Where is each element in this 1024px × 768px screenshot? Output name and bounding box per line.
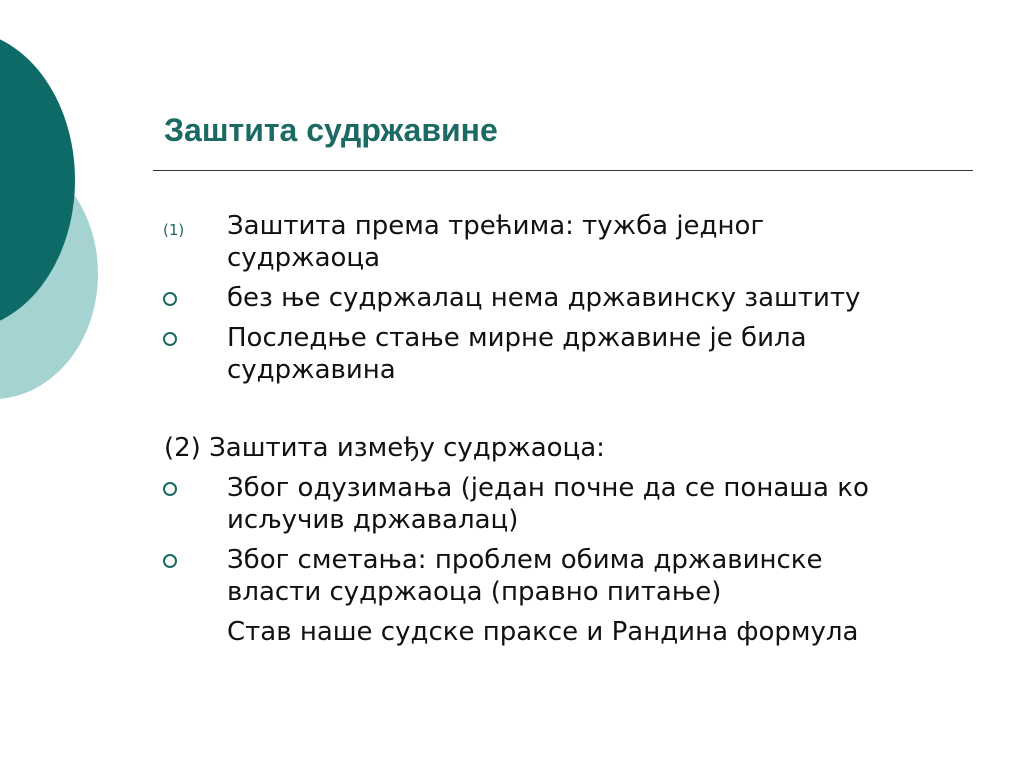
bullet3-line2: исључив државалац) (227, 505, 519, 535)
bullet2-line1: Последње стање мирне државине је била (227, 323, 807, 353)
item1-line2: судржаоца (227, 243, 381, 273)
bullet2-line2: судржавина (227, 355, 396, 385)
extra-line: Став наше судске праксе и Рандина формула (227, 617, 859, 647)
item2-line: (2) Заштита између судржаоца: (164, 433, 605, 463)
item-number-marker: (1) (163, 221, 185, 239)
bullet4-line1: Због сметања: проблем обима државинске (227, 545, 823, 575)
title-divider (153, 170, 973, 171)
bullet-circle-icon (163, 332, 177, 346)
bullet-circle-icon (163, 292, 177, 306)
slide-title: Заштита судржавине (164, 112, 498, 148)
bullet4-line2: власти судржаоца (правно питање) (227, 577, 722, 607)
bullet3-line1: Због одузимања (један почне да се понаша ко (227, 473, 869, 503)
bullet-circle-icon (163, 482, 177, 496)
bullet-circle-icon (163, 554, 177, 568)
bullet1-line1: без ње судржалац нема државинску заштиту (227, 283, 861, 313)
item1-line1: Заштита према трећима: тужба једног (227, 211, 765, 241)
